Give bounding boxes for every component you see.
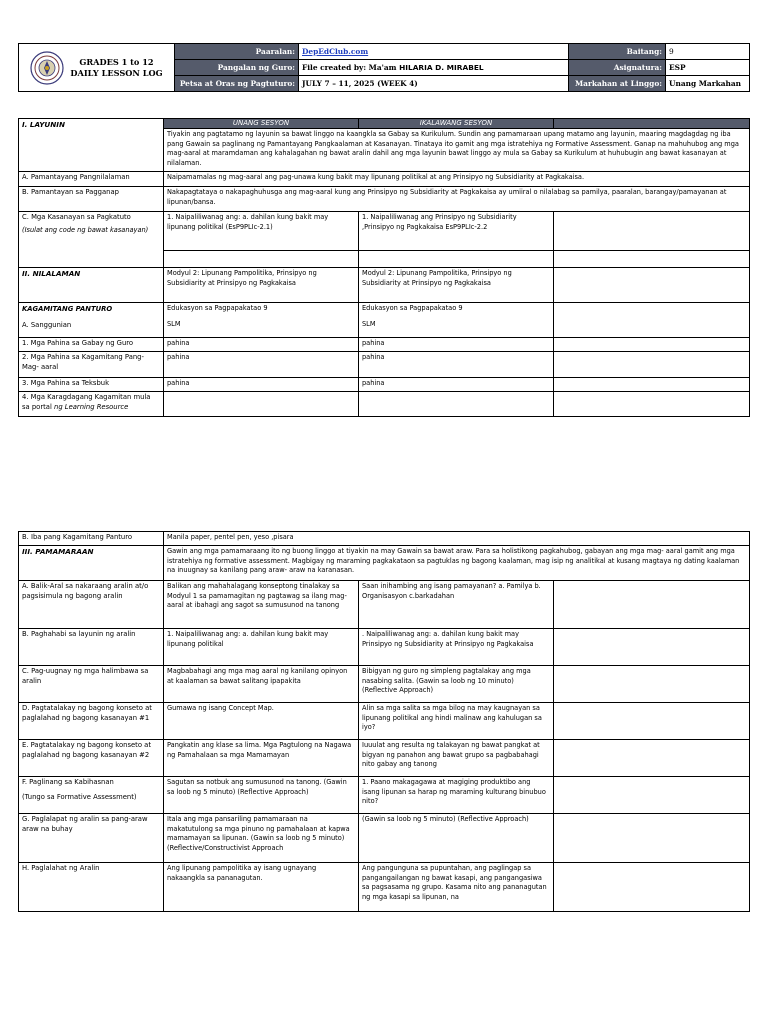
karagdagang-label	[19, 392, 164, 417]
pagtalakay2-s2: Iuuulat ang resulta ng talakayan ng bawat pangkat at bigyan ng panahon ang bawat grupo sa pagbabahagi nito gabay ang tanong	[359, 740, 554, 777]
paguugnay-label: C. Pag-uugnay ng mga halimbawa sa aralin	[19, 666, 164, 703]
session-2-header: IKALAWANG SESYON	[359, 119, 554, 129]
gabay-s2: pahina	[359, 338, 554, 352]
lesson-table-2	[18, 531, 750, 912]
kasanayan-sub: (Isulat ang code ng bawat kasanayan)	[22, 225, 149, 234]
paaralan-label: Paaralan:	[175, 44, 299, 60]
kagamitang-pang-s1: pahina	[164, 352, 359, 378]
iba-text: Manila paper, pentel pen, yeso ,pisara	[164, 532, 750, 546]
kagamitan-s1-slm: SLM	[167, 319, 181, 328]
kagamitan-s1-book: Edukasyon sa Pagpapakatao 9	[167, 304, 268, 312]
kagamitan-s2-slm: SLM	[362, 319, 376, 328]
title-line-1: GRADES 1 to 12	[79, 56, 154, 67]
pagtalakay2-s1: Pangkatin ang klase sa lima. Mga Pagtulong na Nagawa ng Pamahalaan sa mga Mamamayan	[164, 740, 359, 777]
pagtalakay1-s1: Gumawa ng isang Concept Map.	[164, 703, 359, 740]
teksbuk-s1: pahina	[164, 378, 359, 392]
nilalaman-label: II. NILALAMAN	[19, 268, 164, 303]
paguugnay-s1: Magbabahagi ang mga mag aaral ng kanilang opinyon at kaalaman sa bawat salitang ipapakita	[164, 666, 359, 703]
balik-label: A. Balik-Aral sa nakaraang aralin at/o pagsisimula ng bagong aralin	[19, 581, 164, 629]
teksbuk-s2: pahina	[359, 378, 554, 392]
pangnilalaman-text: Naipamamalas ng mag-aaral ang pag-unawa kung bakit may lipunang politikal at ang Prinsipyo ng Subsidiarity at Pagkakaisa.	[164, 172, 750, 187]
sanggunian-label: A. Sanggunian	[22, 320, 72, 329]
pangnilalaman-label: A. Pamantayang Pangnilalaman	[19, 172, 164, 187]
paaralan-link[interactable]: DepEdClub.com	[302, 46, 369, 56]
teksbuk-label: 3. Mga Pahina sa Teksbuk	[19, 378, 164, 392]
gabay-label: 1. Mga Pahina sa Gabay ng Guro	[19, 338, 164, 352]
paglalapat-s1: Itala ang mga pansariling pamamaraan na makatutulong sa mga pinuno ng pamahalaan at kapwa mamamayan sa lipunan. (Gawin sa loob ng 5 minuto) (Reflective/Constructivist Approach	[164, 814, 359, 863]
kabihasnan-label: F. Paglinang sa Kabihasnan	[22, 778, 114, 786]
karagdagang-s1	[164, 392, 359, 417]
title-line-2: DAILY LESSON LOG	[70, 67, 163, 78]
guro-prefix: File created by: Ma'am	[302, 62, 400, 72]
kagamitan-s2	[359, 303, 554, 338]
kasanayan-blank-2	[359, 251, 554, 268]
kagamitang-pang-s3	[554, 352, 750, 378]
paaralan-value	[299, 44, 569, 60]
nilalaman-s3	[554, 268, 750, 303]
kagamitan-label: KAGAMITANG PANTURO	[22, 305, 113, 313]
layunin-text: Tiyakin ang pagtatamo ng layunin sa bawat linggo na kaangkla sa Gabay sa Kurikulum. Sundin ang pamamaraan upang matamo ang layunin, maaring magdagdag ng iba pang Gawain sa paglinang ng Pamantayang Pangkaalaman at Kasanayan. Tinataya ito gamit ang mga istratehiya ng Formative Assessment. Ganap na mahuhubog ang mga mag-aaral at maramdaman ang kahalagahan ng bawat aralin dahil ang mga layunin bawat linggo ay mula sa Gabay sa Kurikulum at huhubugin ang bawat kasanayan at nilalaman.	[164, 129, 750, 172]
kabihasnan-s3	[554, 777, 750, 814]
kagamitang-pang-s2: pahina	[359, 352, 554, 378]
session-1-header: UNANG SESYON	[164, 119, 359, 129]
paglalapat-label: G. Paglalapat ng aralin sa pang-araw araw na buhay	[19, 814, 164, 863]
guro-name: HILARIA D. MIRABEL	[399, 62, 484, 72]
kasanayan-cell	[19, 212, 164, 268]
pagganap-label: B. Pamantayan sa Pagganap	[19, 187, 164, 212]
paglalahat-s3	[554, 863, 750, 912]
markahan-value: Unang Markahan	[666, 76, 750, 92]
paghahabi-s3	[554, 629, 750, 666]
markahan-label: Markahan at Linggo:	[569, 76, 666, 92]
pamamaraan-text: Gawin ang mga pamamaraang ito ng buong linggo at tiyakin na may Gawain sa bawat araw. Para sa holistikong pagkahubog, gabayan ang mga mag- aaral gamit ang mga istratehiya ng formative assessment. Magbigay ng maraming pagkakataon sa pagtuklas ng bagong kaalaman, mag isip ng analitikal at kusang magtaya ng dating kaalaman na inuugnay sa kanilang pang araw- araw na karanasan.	[164, 546, 750, 581]
kasanayan-s1: 1. Naipaliliwanag ang: a. dahilan kung bakit may lipunang politikal (EsP9PLIc-2.1)	[164, 212, 359, 251]
kagamitan-s3	[554, 303, 750, 338]
pagtalakay1-label: D. Pagtatalakay ng bagong konseto at paglalahad ng bagong kasanayan #1	[19, 703, 164, 740]
kasanayan-blank-3	[554, 251, 750, 268]
layunin-label: I. LAYUNIN	[19, 119, 164, 172]
kabihasnan-cell	[19, 777, 164, 814]
balik-s1: Balikan ang mahahalagang konseptong tinalakay sa Modyul 1 sa pamamagitan ng pagtawag sa ilang mag-aaral at ibahagi ang sagot sa sumusunod na tanong	[164, 581, 359, 629]
paglalapat-s3	[554, 814, 750, 863]
gabay-s3	[554, 338, 750, 352]
balik-s2: Saan inihambing ang isang pamayanan? a. Pamilya b. Organisasyon c.barkadahan	[359, 581, 554, 629]
petsa-value: JULY 7 – 11, 2025 (WEEK 4)	[299, 76, 569, 92]
paglalapat-s2: (Gawin sa loob ng 5 minuto) (Reflective Approach)	[359, 814, 554, 863]
kasanayan-s3	[554, 212, 750, 251]
karagdagang-label-b: ng Learning Resource	[54, 402, 129, 411]
paglalahat-s2: Ang pangunguna sa pupuntahan, ang paglingap sa pangangailangan ng bawat kasapi, ang pangangasiwa sa pagsasama ng grupo. Kasama nito ang pananagutan ng mga kasapi sa lipunan, na	[359, 863, 554, 912]
header-title-cell	[19, 44, 175, 92]
baitang-label: Baitang:	[569, 44, 666, 60]
kagamitan-s2-book: Edukasyon sa Pagpapakatao 9	[362, 304, 463, 312]
paghahabi-s1: 1. Naipaliliwanag ang: a. dahilan kung bakit may lipunang politikal	[164, 629, 359, 666]
pagganap-text: Nakapagtataya o nakapaghuhusga ang mag-aaral kung ang Prinsipyo ng Subsidiarity at Pagkakaisa ay umiiral o nilalabag sa pamilya, paaralan, barangay/pamayanan at lipunan/bansa.	[164, 187, 750, 212]
nilalaman-s1: Modyul 2: Lipunang Pampolitika, Prinsipyo ng Subsidiarity at Prinsipyo ng Pagkakaisa	[164, 268, 359, 303]
header-table	[18, 43, 750, 92]
pagtalakay2-s3	[554, 740, 750, 777]
paghahabi-s2: . Naipaliliwanag ang: a. dahilan kung bakit may Prinsipyo ng Subsidiarity at Prinsipyo ng Pagkakaisa	[359, 629, 554, 666]
pagtalakay1-s3	[554, 703, 750, 740]
guro-label: Pangalan ng Guro:	[175, 60, 299, 76]
pagtalakay2-label: E. Pagtatalakay ng bagong konseto at paglalahad ng bagong kasanayan #2	[19, 740, 164, 777]
nilalaman-s2: Modyul 2: Lipunang Pampolitika, Prinsipyo ng Subsidiarity at Prinsipyo ng Pagkakaisa	[359, 268, 554, 303]
pamamaraan-label: III. PAMAMARAAN	[19, 546, 164, 581]
asignatura-label: Asignatura:	[569, 60, 666, 76]
iba-label: B. Iba pang Kagamitang Panturo	[19, 532, 164, 546]
paghahabi-label: B. Paghahabi sa layunin ng aralin	[19, 629, 164, 666]
karagdagang-s2	[359, 392, 554, 417]
petsa-label: Petsa at Oras ng Pagtuturo:	[175, 76, 299, 92]
guro-value	[299, 60, 569, 76]
paguugnay-s3	[554, 666, 750, 703]
karagdagang-s3	[554, 392, 750, 417]
balik-s3	[554, 581, 750, 629]
session-3-header	[554, 119, 750, 129]
paguugnay-s2: Bibigyan ng guro ng simpleng pagtalakay ang mga nasabing salita. (Gawin sa loob ng 10 minuto) (Reflective Approach)	[359, 666, 554, 703]
pagtalakay1-s2: Alin sa mga salita sa mga bilog na may kaugnayan sa lipunang politikal ang hindi malinaw ang kahulugan sa iyo?	[359, 703, 554, 740]
kabihasnan-sub: (Tungo sa Formative Assessment)	[22, 792, 137, 801]
kagamitang-pang-label: 2. Mga Pahina sa Kagamitang Pang-Mag- aaral	[19, 352, 164, 378]
kagamitan-s1	[164, 303, 359, 338]
baitang-value: 9	[666, 44, 750, 60]
paglalahat-s1: Ang lipunang pampolitika ay isang ugnayang nakaangkla sa pananagutan.	[164, 863, 359, 912]
kasanayan-label: C. Mga Kasanayan sa Pagkatuto	[22, 213, 131, 221]
lesson-table-1	[18, 118, 750, 417]
kasanayan-blank-1	[164, 251, 359, 268]
kabihasnan-s2: 1. Paano makagagawa at magiging produktibo ang isang lipunan sa harap ng maraming kulturang binubuo nito?	[359, 777, 554, 814]
kasanayan-s2: 1. Naipaliliwanag ang Prinsipyo ng Subsidiarity ,Prinsipyo ng Pagkakaisa EsP9PLIc-2.2	[359, 212, 554, 251]
karagdagang-label-a: 4. Mga Karagdagang Kagamitan mula sa portal	[22, 393, 151, 411]
paglalahat-label: H. Paglalahat ng Aralin	[19, 863, 164, 912]
gabay-s1: pahina	[164, 338, 359, 352]
teksbuk-s3	[554, 378, 750, 392]
asignatura-value: ESP	[666, 60, 750, 76]
deped-seal-icon	[30, 51, 64, 85]
kagamitan-cell	[19, 303, 164, 338]
kabihasnan-s1: Sagutan sa notbuk ang sumusunod na tanong. (Gawin sa loob ng 5 minuto) (Reflective Approach)	[164, 777, 359, 814]
